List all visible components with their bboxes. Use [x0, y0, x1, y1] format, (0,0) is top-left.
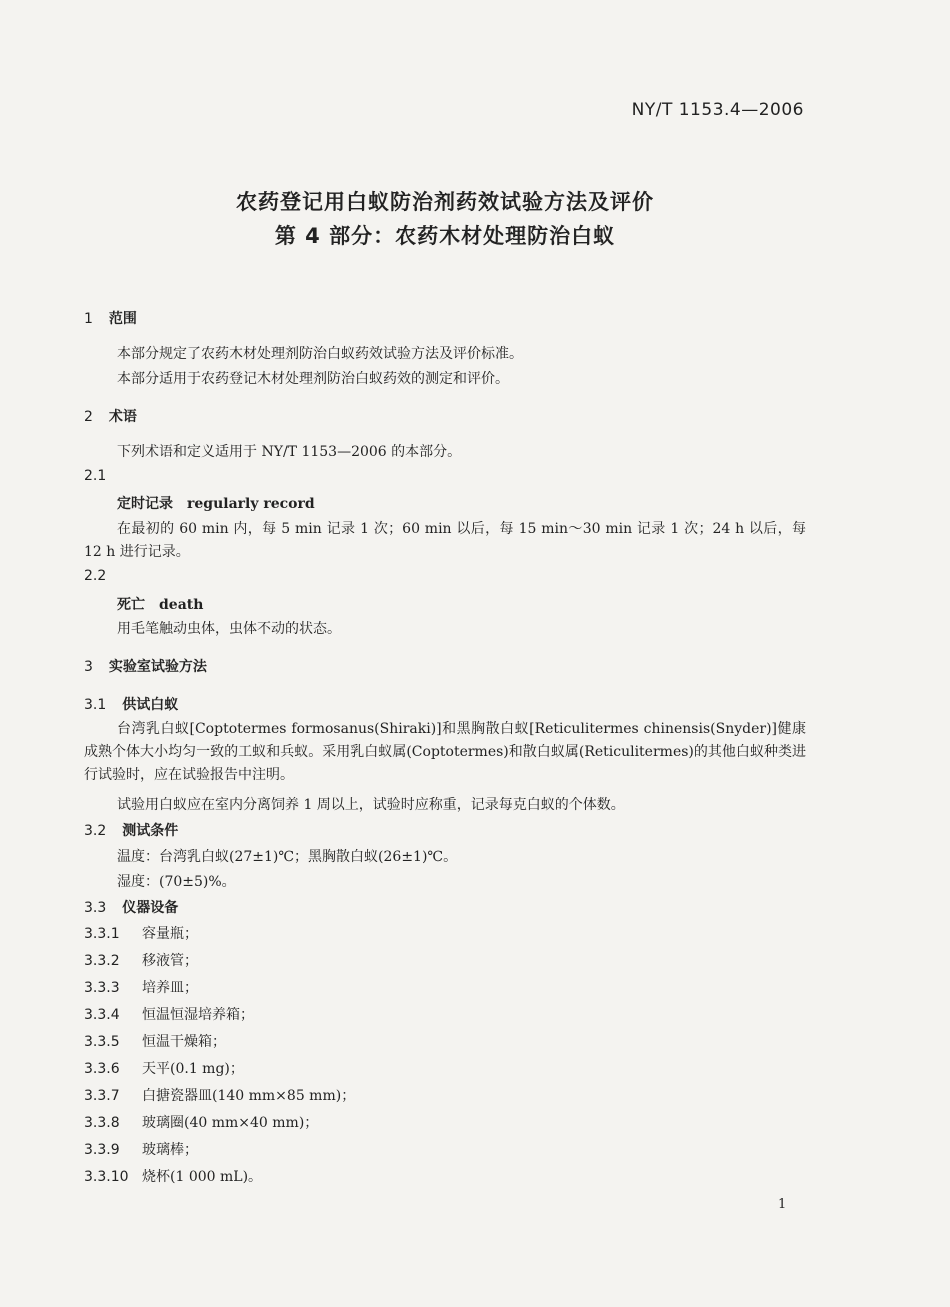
section-number: 2: [84, 409, 93, 425]
document-subtitle: 第 4 部分：农药木材处理防治白蚁: [274, 224, 616, 248]
equipment-item: 3.3.6 天平(0.1 mg)；: [84, 1061, 244, 1077]
equipment-item: 3.3.2 移液管；: [84, 953, 198, 969]
equipment-item: 3.3.7 白搪瓷器皿(140 mm×85 mm)；: [84, 1088, 356, 1104]
page-number: 1: [778, 1197, 787, 1212]
term-zh: 定时记录: [117, 496, 173, 512]
section-title: 仪器设备: [122, 900, 179, 916]
paragraph: 本部分规定了农药木材处理剂防治白蚁药效试验方法及评价标准。: [117, 346, 523, 362]
equipment-item: 3.3.4 恒温恒湿培养箱；: [84, 1007, 254, 1023]
section-number: 3.3: [84, 900, 107, 916]
term-heading: [117, 493, 315, 513]
paragraph: 在最初的 60 min 内，每 5 min 记录 1 次；60 min 以后，每 15 min～30 min 记录 1 次；24 h 以后，每12 h 进行记录。: [84, 521, 806, 560]
equipment-item: 3.3.1 容量瓶；: [84, 926, 198, 942]
document-title: 农药登记用白蚁防治剂药效试验方法及评价: [236, 190, 654, 214]
clause-number: 2.1: [84, 468, 107, 484]
equipment-item: 3.3.3 培养皿；: [84, 980, 198, 996]
section-title: 术语: [108, 409, 137, 425]
term-en: death: [159, 597, 204, 613]
term-en: regularly record: [187, 496, 315, 512]
subsection-3-2-heading: [84, 820, 178, 840]
equipment-item: 3.3.10 烧杯(1 000 mL)。: [84, 1169, 263, 1185]
standard-number: NY/T 1153.4—2006: [631, 100, 804, 120]
section-3-heading: [84, 656, 207, 676]
section-2-heading: [84, 406, 137, 426]
term-zh: 死亡: [117, 597, 145, 613]
condition-temperature: 温度：台湾乳白蚁(27±1)℃；黑胸散白蚁(26±1)℃。: [117, 849, 458, 865]
section-title: 实验室试验方法: [108, 659, 207, 675]
paragraph: 用毛笔触动虫体，虫体不动的状态。: [117, 621, 341, 637]
paragraph: 台湾乳白蚁[Coptotermes formosanus(Shiraki)]和黑胸散白蚁[Reticulitermes chinensis(Snyder)]健康成熟个体大小均匀一致的工蚁和兵蚁。采用乳白蚁属(Coptotermes)和散白蚁属(Reticulitermes)的其他白蚁种类进行试验时，应在试验报告中注明。: [84, 721, 806, 783]
section-title: 供试白蚁: [122, 697, 179, 713]
equipment-item: 3.3.5 恒温干燥箱；: [84, 1034, 226, 1050]
section-number: 1: [84, 311, 93, 327]
equipment-item: 3.3.9 玻璃棒；: [84, 1142, 198, 1158]
section-number: 3: [84, 659, 93, 675]
paragraph: 下列术语和定义适用于 NY/T 1153—2006 的本部分。: [117, 444, 462, 460]
section-title: 测试条件: [122, 823, 179, 839]
section-title: 范围: [108, 311, 137, 327]
clause-number: 2.2: [84, 568, 107, 584]
equipment-item: 3.3.8 玻璃圈(40 mm×40 mm)；: [84, 1115, 319, 1131]
section-number: 3.1: [84, 697, 107, 713]
subsection-3-3-heading: [84, 897, 178, 917]
paragraph: 本部分适用于农药登记木材处理剂防治白蚁药效的测定和评价。: [117, 371, 509, 387]
term-heading: [117, 594, 203, 614]
condition-humidity: 湿度：(70±5)%。: [117, 874, 236, 890]
section-1-heading: [84, 308, 137, 328]
paragraph: 试验用白蚁应在室内分离饲养 1 周以上，试验时应称重，记录每克白蚁的个体数。: [117, 797, 625, 813]
subsection-3-1-heading: [84, 694, 178, 714]
section-number: 3.2: [84, 823, 107, 839]
